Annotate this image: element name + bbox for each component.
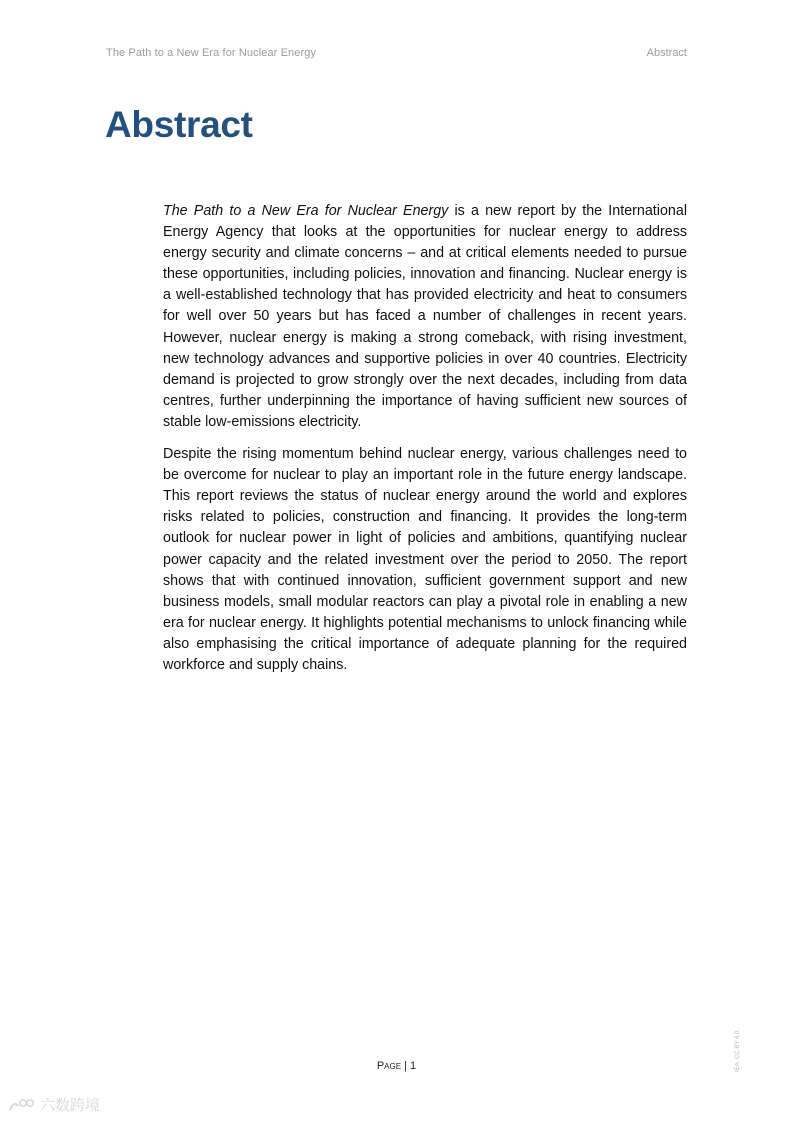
- watermark-text: 六数跨境: [40, 1096, 101, 1114]
- page-title: Abstract: [105, 104, 253, 145]
- logo-icon: [8, 1097, 36, 1113]
- watermark: [8, 1094, 100, 1115]
- paragraph-1: [163, 201, 687, 433]
- abstract-body: [163, 201, 687, 687]
- page-label: Page: [376, 1060, 402, 1072]
- report-title-italic: The Path to a New Era for Nuclear Energy: [163, 203, 449, 219]
- page-footer: [0, 1060, 793, 1072]
- page-separator: |: [401, 1060, 411, 1072]
- page-number: 1: [410, 1060, 417, 1072]
- running-header-title: The Path to a New Era for Nuclear Energy: [106, 47, 317, 59]
- paragraph-2: Despite the rising momentum behind nuclear energy, various challenges need to be overcome for nuclear to play an important role in the future energy landscape. This report reviews the status of nuclear energy around the world and explores risks related to policies, construction and financing. It provides the long-term outlook for nuclear power in light of policies and ambitions, quantifying nuclear power capacity and the related investment over the period to 2050. The report shows that with continued innovation, sufficient government support and new business models, small modular reactors can play a pivotal role in enabling a new era for nuclear energy. It highlights potential mechanisms to unlock financing while also emphasising the critical importance of adequate planning for the required workforce and supply chains.: [163, 446, 687, 673]
- license-note: IEA. CC BY 4.0.: [735, 1029, 741, 1072]
- running-header-section: Abstract: [646, 47, 687, 59]
- paragraph-1-text: is a new report by the International Energy Agency that looks at the opportunities for nuclear energy to address energy security and climate concerns – and at critical elements needed to pursue these opportunities, including policies, innovation and financing. Nuclear energy is a well-established technology that has provided electricity and heat to consumers for well over 50 years but has faced a number of challenges in recent years. However, nuclear energy is making a strong comeback, with rising investment, new technology advances and supportive policies in over 40 countries. Electricity demand is projected to grow strongly over the next decades, including from data centres, further underpinning the importance of having sufficient new sources of stable low-emissions electricity.: [163, 203, 687, 430]
